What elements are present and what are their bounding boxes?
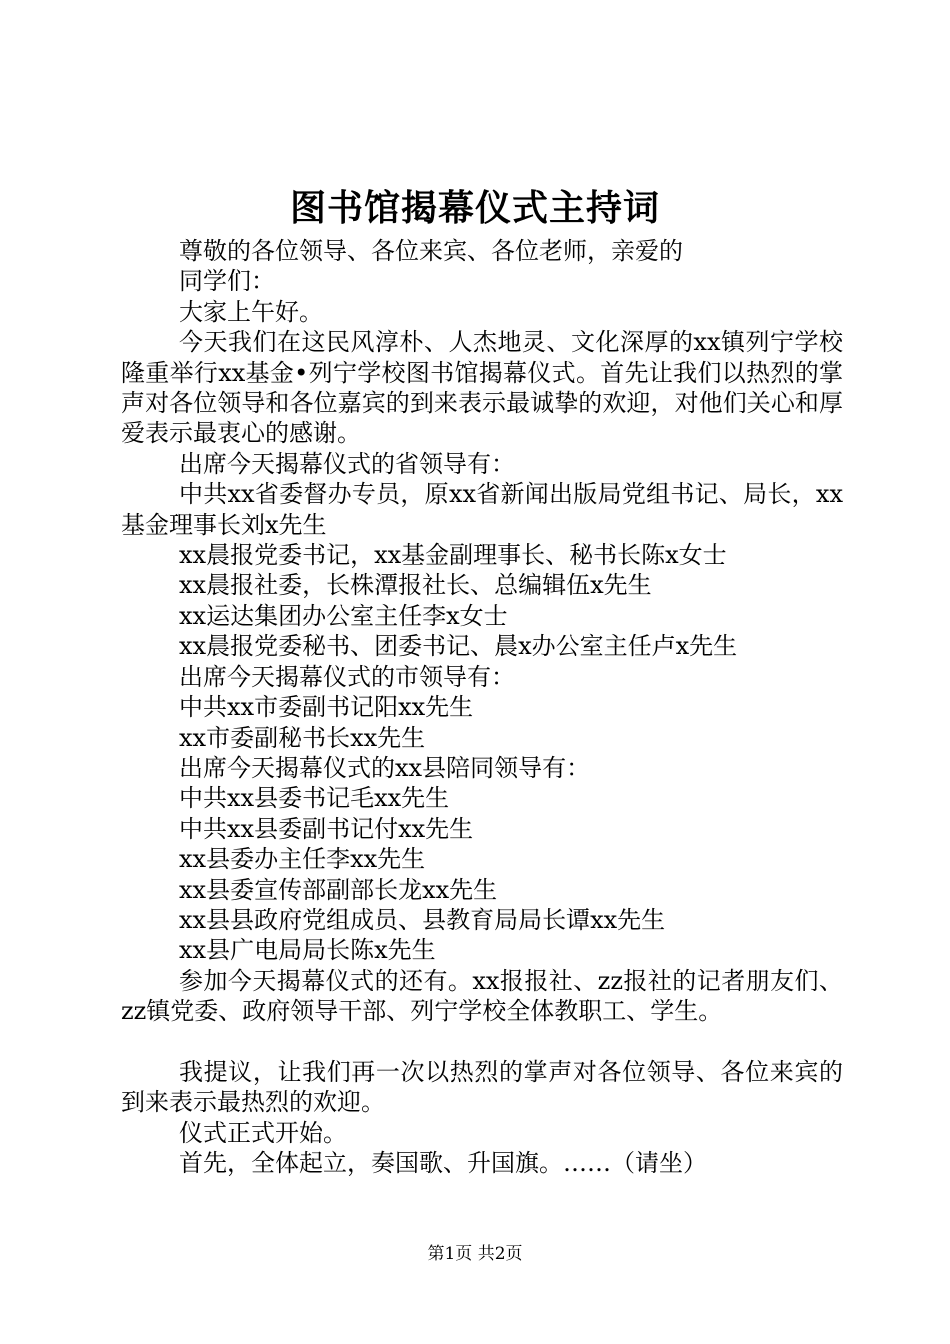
paragraph-county-6: xx县广电局局长陈x先生 [179, 936, 436, 965]
paragraph-provincial-4: xx运达集团办公室主任李x女士 [179, 601, 508, 630]
paragraph-provincial-2: xx晨报党委书记，xx基金副理事长、秘书长陈x女士 [179, 541, 727, 570]
paragraph-start: 仪式正式开始。 [179, 1118, 347, 1147]
paragraph-county-4: xx县委宣传部副部长龙xx先生 [179, 875, 498, 904]
paragraph-city-2: xx市委副秘书长xx先生 [179, 723, 426, 752]
paragraph-county-1: 中共xx县委书记毛xx先生 [179, 784, 450, 813]
paragraph-provincial-1: 中共xx省委督办专员，原xx省新闻出版局党组书记、局长，xx基金理事长刘x先生 [121, 480, 843, 539]
paragraph-provincial-heading: 出席今天揭幕仪式的省领导有： [179, 449, 515, 478]
blank-line [121, 1027, 843, 1057]
paragraph-proposal: 我提议，让我们再一次以热烈的掌声对各位领导、各位来宾的到来表示最热烈的欢迎。 [121, 1057, 843, 1117]
page-footer: 第1页 共2页 [427, 1244, 523, 1264]
paragraph-county-5: xx县县政府党组成员、县教育局局长谭xx先生 [179, 905, 666, 934]
paragraph-county-3: xx县委办主任李xx先生 [179, 845, 426, 874]
document-title: 图书馆揭幕仪式主持词 [289, 187, 660, 229]
document-body [121, 236, 843, 1179]
paragraph-provincial-3: xx晨报社委，长株潭报社长、总编辑伍x先生 [179, 571, 652, 600]
paragraph-good-morning: 大家上午好。 [179, 297, 323, 326]
paragraph-county-heading: 出席今天揭幕仪式的xx县陪同领导有： [179, 753, 591, 782]
paragraph-intro: 今天我们在这民风淳朴、人杰地灵、文化深厚的xx镇列宁学校隆重举行xx基金•列宁学校图书馆揭幕仪式。首先让我们以热烈的掌声对各位领导和各位嘉宾的到来表示最诚挚的欢迎，对他们关心和厚爱表示最衷心的感谢。 [121, 328, 843, 448]
paragraph-county-2: 中共xx县委副书记付xx先生 [179, 814, 474, 843]
paragraph-greeting: 尊敬的各位领导、各位来宾、各位老师，亲爱的 [179, 237, 683, 265]
paragraph-city-heading: 出席今天揭幕仪式的市领导有： [179, 662, 515, 691]
paragraph-provincial-5: xx晨报党委秘书、团委书记、晨x办公室主任卢x先生 [179, 632, 738, 661]
paragraph-others: 参加今天揭幕仪式的还有。xx报报社、zz报社的记者朋友们、zz镇党委、政府领导干部、列宁学校全体教职工、学生。 [121, 966, 843, 1026]
paragraph-anthem: 首先，全体起立，奏国歌、升国旗。……（请坐） [179, 1149, 707, 1178]
paragraph-greeting-cont: 同学们： [179, 267, 275, 296]
paragraph-city-1: 中共xx市委副书记阳xx先生 [179, 693, 474, 722]
